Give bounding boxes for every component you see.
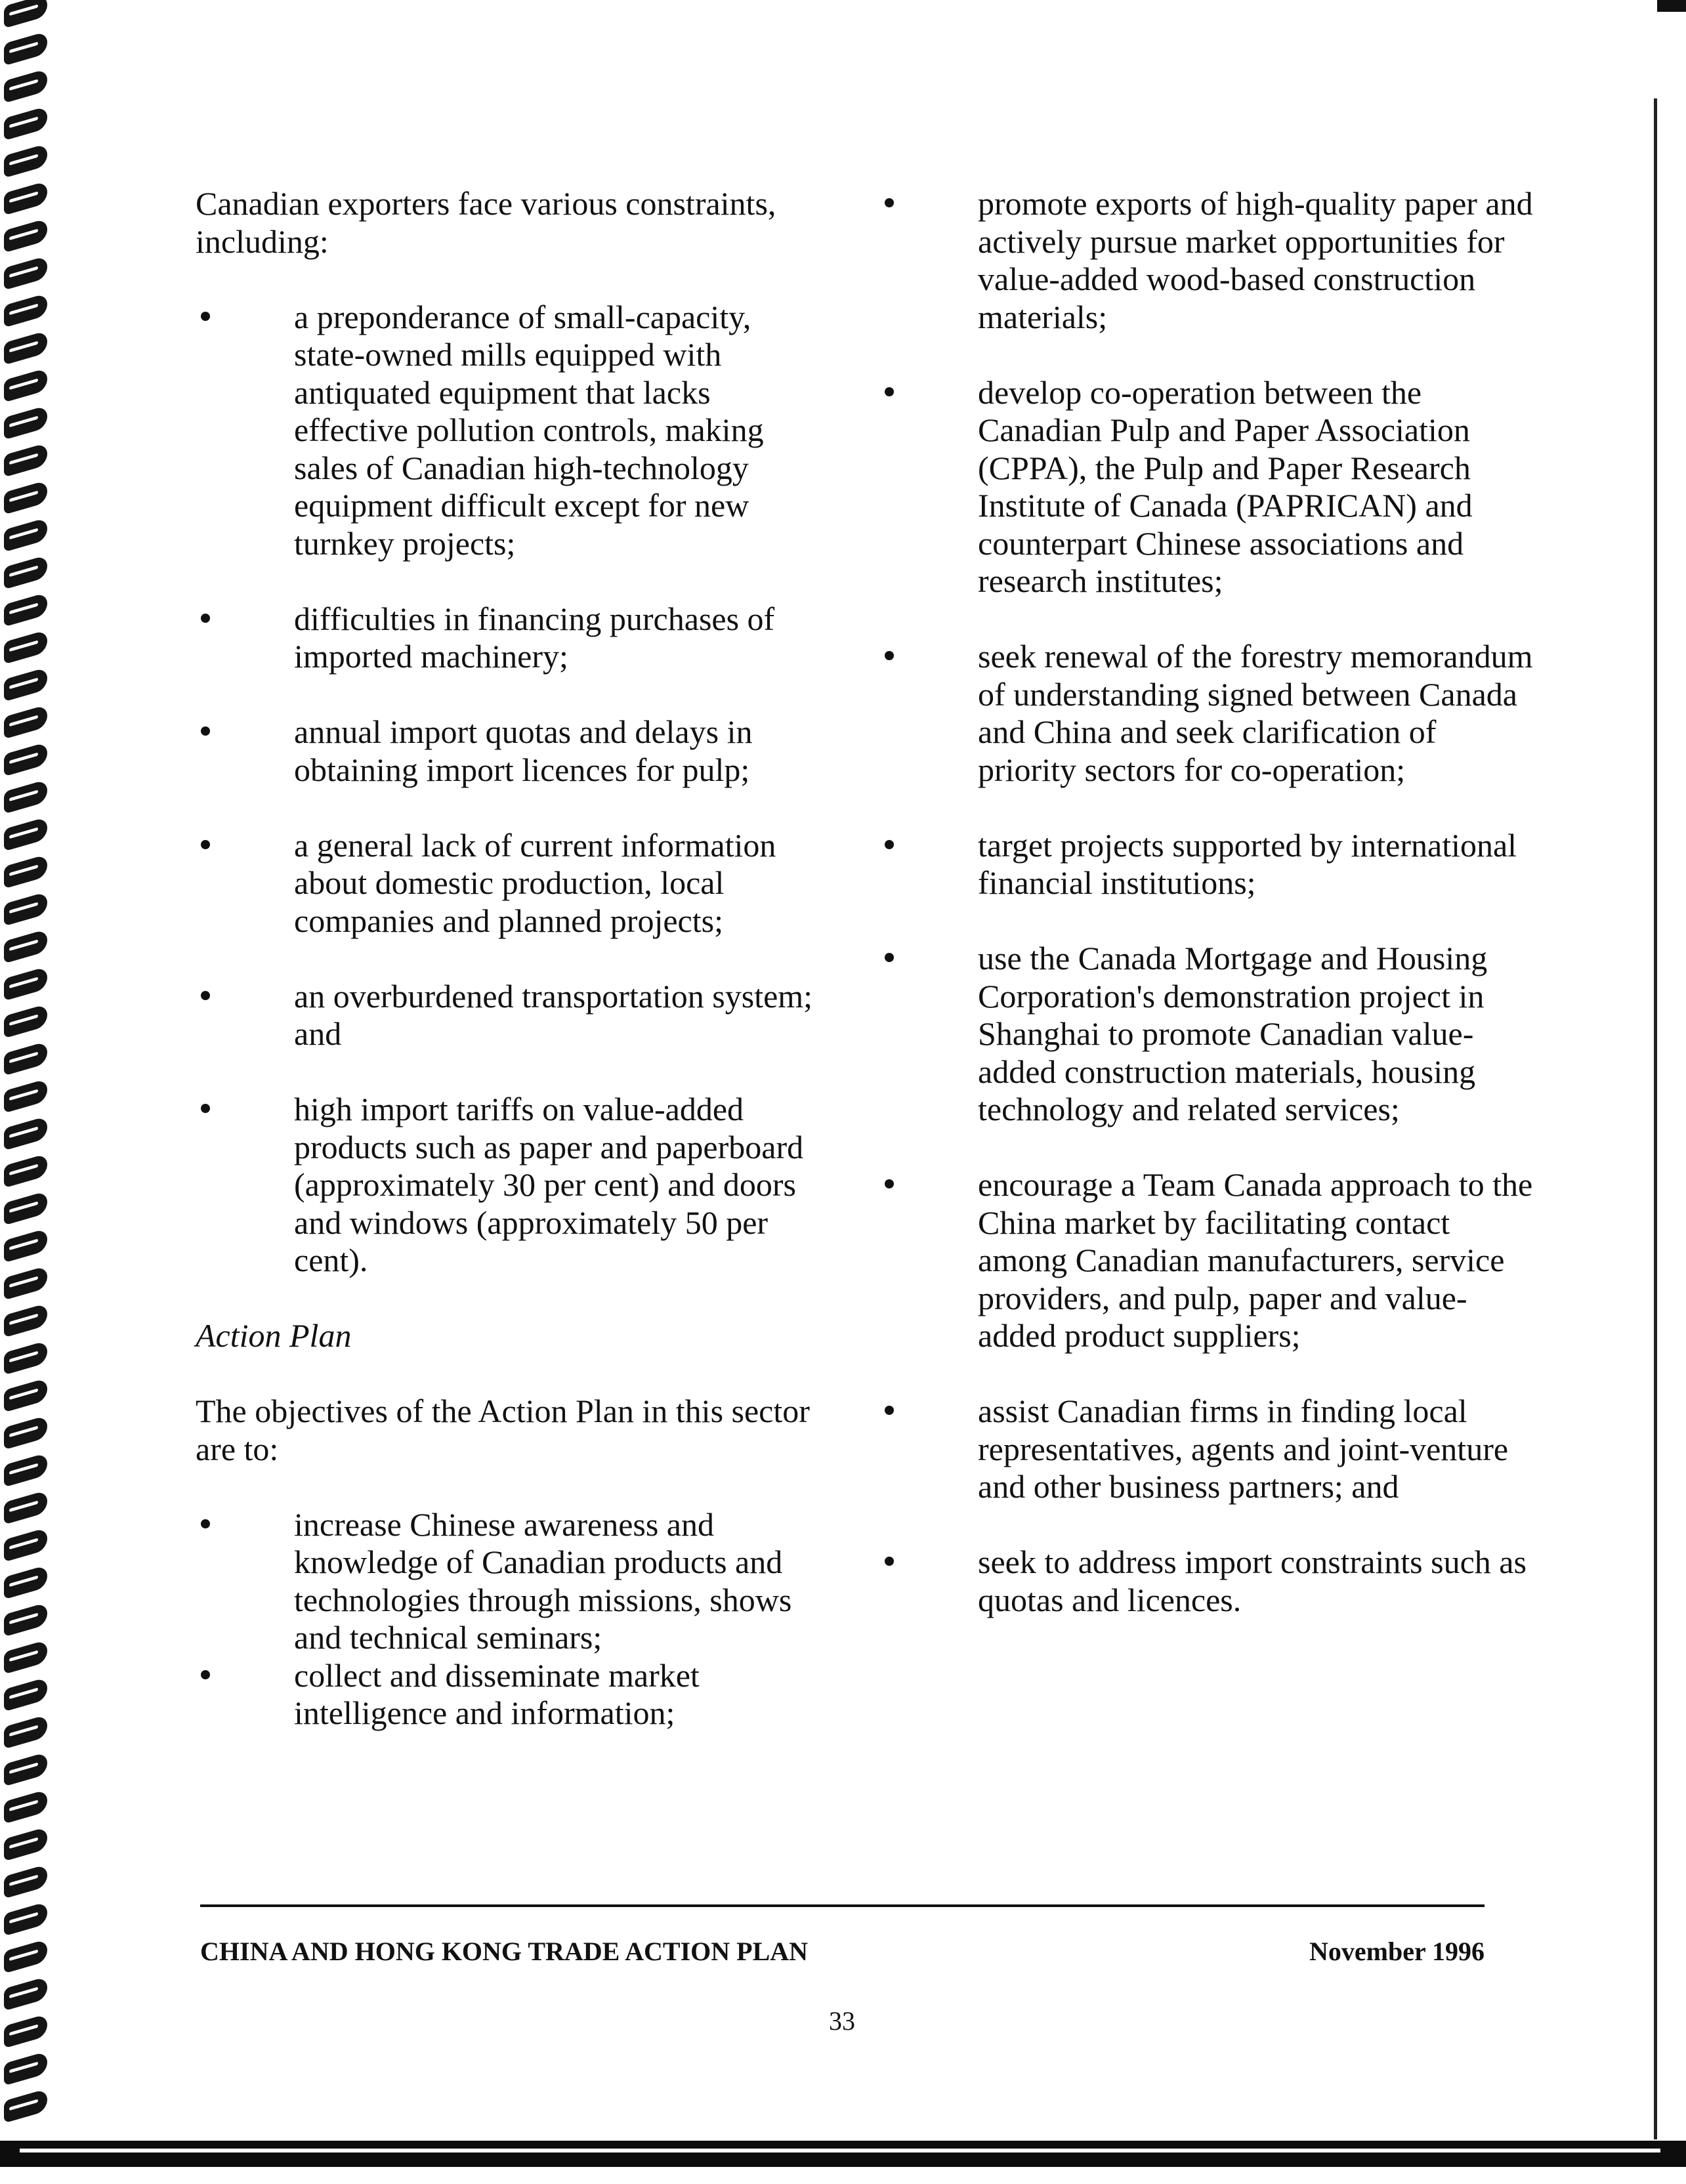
binding-ring: [4, 293, 47, 328]
binding-ring: [4, 2014, 47, 2049]
binding-ring: [4, 1603, 47, 1637]
binding-ring: [4, 181, 47, 216]
objectives-intro: The objectives of the Action Plan in this sector are to:: [196, 1393, 810, 1467]
objectives-list-right: [879, 185, 1542, 1619]
binding-ring: [4, 1079, 47, 1114]
binding-ring: [4, 1677, 47, 1712]
binding-ring: [4, 1939, 47, 1974]
list-item: assist Canadian firms in finding local representatives, agents and joint-venture and other business partners; and: [879, 1393, 1542, 1506]
binding-ring: [4, 1715, 47, 1750]
binding-ring: [4, 1416, 47, 1450]
page-number: 33: [829, 2006, 855, 2036]
bullet-icon: [885, 198, 894, 207]
binding-ring: [4, 219, 47, 253]
binding-ring: [4, 1378, 47, 1413]
constraints-list: [196, 299, 826, 1280]
binding-ring: [4, 1490, 47, 1525]
list-item: seek to address import constraints such as quotas and licences.: [879, 1544, 1542, 1619]
list-item: an overburdened transportation system; and: [196, 978, 826, 1053]
binding-ring: [4, 780, 47, 814]
bullet-icon: [885, 840, 894, 849]
bullet-icon: [201, 1519, 210, 1528]
footer-date: November 1996: [1309, 1937, 1485, 1966]
binding-ring: [4, 480, 47, 515]
objectives-list-left: [196, 1506, 826, 1732]
binding-ring: [4, 1752, 47, 1787]
binding-ring: [4, 2089, 47, 2124]
binding-ring: [4, 630, 47, 665]
binding-ring: [4, 0, 47, 28]
binding-ring: [4, 69, 47, 104]
binding-ring: [4, 406, 47, 440]
binding-ring: [4, 106, 47, 141]
binding-ring: [4, 256, 47, 291]
scan-artifact: [1657, 0, 1686, 12]
list-item: a preponderance of small-capacity, state-owned mills equipped with antiquated equipment that lacks effective pollution controls, making sales of Canadian high-technology equipment difficult except for new turnkey projects;: [196, 299, 826, 563]
binding-ring: [4, 1266, 47, 1301]
binding-ring: [4, 331, 47, 366]
right-column: [879, 185, 1542, 1619]
binding-ring: [4, 742, 47, 777]
bullet-icon: [885, 1179, 894, 1188]
bullet-icon: [885, 1557, 894, 1566]
bullet-icon: [201, 614, 210, 623]
binding-ring: [4, 1154, 47, 1188]
binding-ring: [4, 1902, 47, 1937]
binding-ring: [4, 32, 47, 66]
list-item: use the Canada Mortgage and Housing Corporation's demonstration project in Shanghai to promote Canadian value-added construction materials, housing technology and related services;: [879, 940, 1542, 1129]
binding-ring: [4, 518, 47, 553]
bullet-icon: [201, 1104, 210, 1113]
binding-ring: [4, 2051, 47, 2086]
bullet-icon: [201, 1670, 210, 1679]
list-item: seek renewal of the forestry memorandum of understanding signed between Canada and China and seek clarification of priority sectors for co-operation;: [879, 638, 1542, 789]
list-item: a general lack of current information about domestic production, local companies and planned projects;: [196, 827, 826, 940]
page-edge: [1654, 98, 1657, 2139]
binding-ring: [4, 854, 47, 889]
binding-ring: [4, 705, 47, 740]
list-item: develop co-operation between the Canadian Pulp and Paper Association (CPPA), the Pulp and Paper Research Institute of Canada (PAPRICAN) and counterpart Chinese associations and research institutes;: [879, 374, 1542, 600]
footer-rule: [200, 1904, 1485, 1907]
list-item: high import tariffs on value-added products such as paper and paperboard (approximately 30 per cent) and doors and windows (approximately 50 per cent).: [196, 1091, 826, 1280]
binding-ring: [4, 967, 47, 1001]
binding-ring: [4, 1303, 47, 1338]
bullet-icon: [201, 991, 210, 1000]
list-item: promote exports of high-quality paper and actively pursue market opportunities for value-added wood-based construction materials;: [879, 185, 1542, 336]
bullet-icon: [201, 312, 210, 321]
binding-ring: [4, 555, 47, 590]
list-item: annual import quotas and delays in obtaining import licences for pulp;: [196, 713, 826, 789]
binding-ring: [4, 1041, 47, 1076]
binding-ring: [4, 892, 47, 927]
bullet-icon: [885, 953, 894, 962]
bullet-icon: [201, 726, 210, 736]
list-item: collect and disseminate market intelligence and information;: [196, 1657, 826, 1732]
binding-ring: [4, 1341, 47, 1376]
bullet-icon: [885, 1406, 894, 1415]
list-item: target projects supported by international financial institutions;: [879, 827, 1542, 902]
binding-ring: [4, 1191, 47, 1226]
binding-ring: [4, 1004, 47, 1039]
binding-ring: [4, 1790, 47, 1824]
footer-title: CHINA AND HONG KONG TRADE ACTION PLAN: [200, 1937, 809, 1966]
left-column: [196, 185, 826, 1732]
binding-ring: [4, 1453, 47, 1488]
bullet-icon: [885, 651, 894, 660]
list-item: difficulties in financing purchases of imported machinery;: [196, 600, 826, 676]
bullet-icon: [201, 840, 210, 849]
binding-ring: [4, 1116, 47, 1151]
binding-ring: [4, 817, 47, 852]
spiral-binding: [0, 0, 53, 2133]
bullet-icon: [885, 387, 894, 396]
binding-ring: [4, 1528, 47, 1563]
binding-ring: [4, 929, 47, 964]
binding-ring: [4, 1864, 47, 1899]
binding-ring: [4, 144, 47, 178]
binding-ring: [4, 368, 47, 403]
list-item: encourage a Team Canada approach to the China market by facilitating contact among Canadian manufacturers, service providers, and pulp, paper and value-added product suppliers;: [879, 1166, 1542, 1355]
binding-ring: [4, 1228, 47, 1263]
binding-ring: [4, 1640, 47, 1675]
section-heading: Action Plan: [196, 1317, 352, 1354]
binding-ring: [4, 593, 47, 627]
scan-bottom-edge: [0, 2141, 1686, 2167]
binding-ring: [4, 443, 47, 478]
constraints-intro: Canadian exporters face various constraints, including:: [196, 185, 776, 260]
binding-ring: [4, 1827, 47, 1862]
binding-ring: [4, 667, 47, 702]
binding-ring: [4, 1565, 47, 1600]
binding-ring: [4, 1977, 47, 2011]
list-item: increase Chinese awareness and knowledge of Canadian products and technologies through missions, shows and technical seminars;: [196, 1506, 826, 1657]
